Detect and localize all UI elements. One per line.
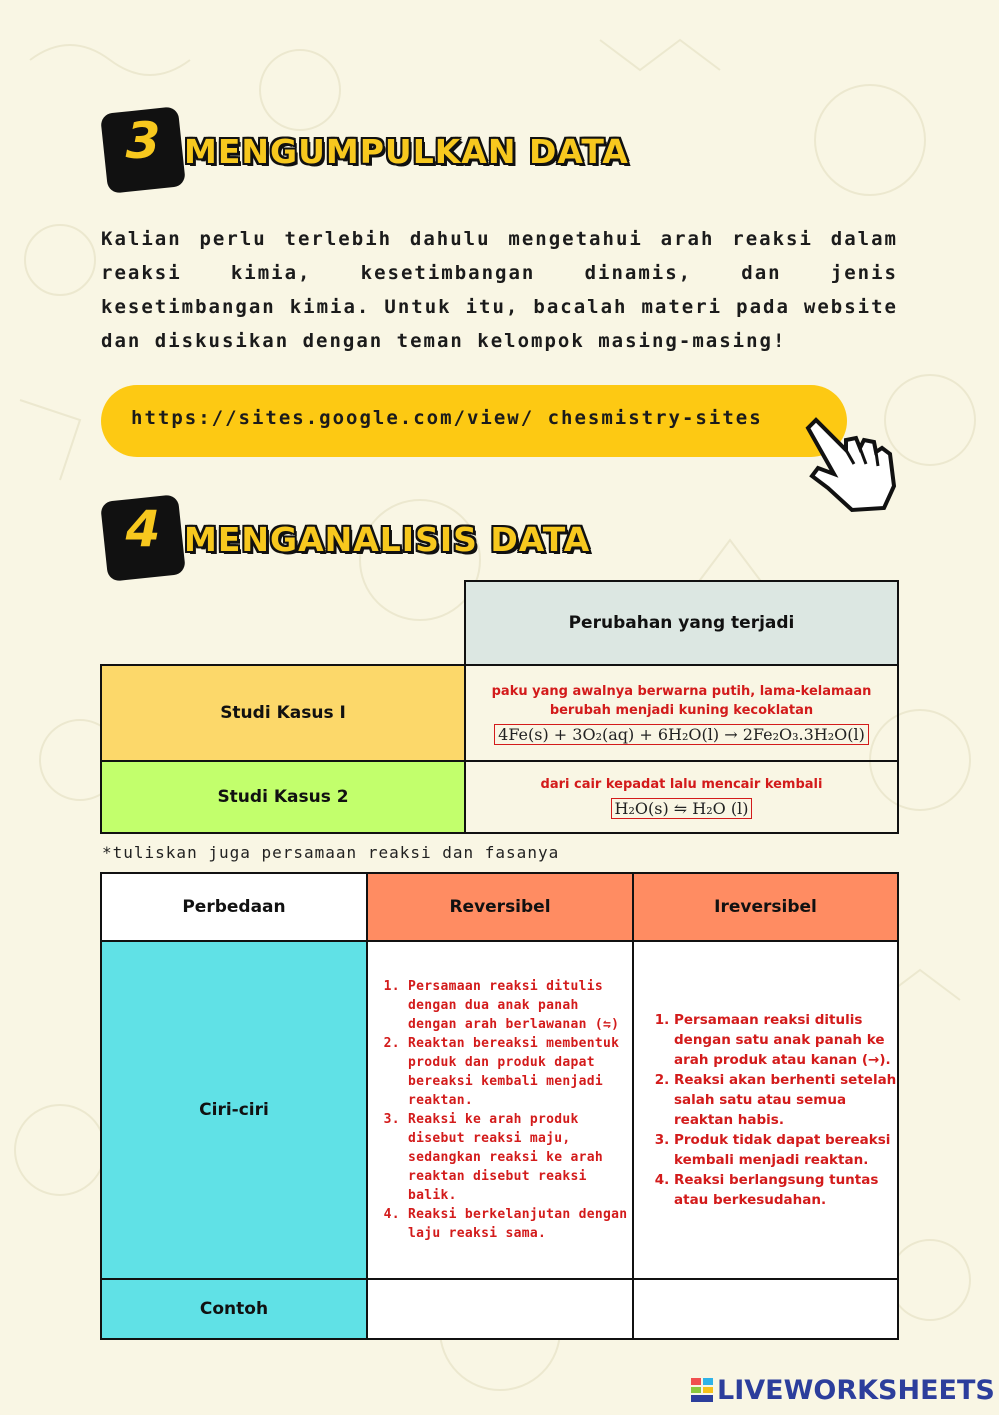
list-item: 3. Produk tidak dapat bereaksi kembali menjadi reaktan. xyxy=(674,1130,897,1170)
ireversibel-list xyxy=(634,1010,897,1210)
table-row xyxy=(101,1279,898,1339)
section-3-header xyxy=(104,110,804,200)
table-header-row xyxy=(101,873,898,941)
changes-header: Perubahan yang terjadi xyxy=(465,581,898,665)
case-1-note-line2: berubah menjadi kuning kecoklatan xyxy=(549,702,814,718)
list-item: 4. Reaksi berlangsung tuntas atau berkesudahan. xyxy=(674,1170,897,1210)
contoh-ireversibel-input[interactable] xyxy=(633,1279,898,1339)
case-1-note-line1: paku yang awalnya berwarna putih, lama-kelamaan xyxy=(491,683,872,699)
url-link-pill[interactable] xyxy=(101,385,847,457)
section-3-title: MENGUMPULKAN DATA xyxy=(184,132,629,171)
section-4-title: MENGANALISIS DATA xyxy=(184,520,591,559)
contoh-reversibel-input[interactable] xyxy=(367,1279,633,1339)
pointing-hand-icon xyxy=(798,410,898,516)
case-1-label: Studi Kasus I xyxy=(101,665,465,761)
header-reversibel: Reversibel xyxy=(367,873,633,941)
reversibel-answer[interactable] xyxy=(367,941,633,1279)
table-row xyxy=(101,665,898,761)
row-label-ciri-ciri: Ciri-ciri xyxy=(101,941,367,1279)
section-3-number: 3 xyxy=(125,112,161,170)
case-2-label: Studi Kasus 2 xyxy=(101,761,465,833)
row-label-contoh: Contoh xyxy=(101,1279,367,1339)
section-4-number: 4 xyxy=(125,500,161,558)
section-4-header xyxy=(104,498,804,588)
footnote: *tuliskan juga persamaan reaksi dan fasanya xyxy=(102,843,560,862)
header-perbedaan: Perbedaan xyxy=(101,873,367,941)
table-row xyxy=(101,941,898,1279)
list-item: 1. Persamaan reaksi ditulis dengan dua anak panah dengan arah berlawanan (⇋) xyxy=(408,977,632,1034)
table-row xyxy=(101,761,898,833)
liveworksheets-logo-icon xyxy=(691,1378,713,1402)
list-item: 4. Reaksi berkelanjutan dengan laju reaksi sama. xyxy=(408,1205,632,1243)
case-study-table xyxy=(100,580,899,834)
comparison-table xyxy=(100,872,899,1340)
list-item: 1. Persamaan reaksi ditulis dengan satu anak panah ke arah produk atau kanan (→). xyxy=(674,1010,897,1070)
liveworksheets-logo-text: LIVEWORKSHEETS xyxy=(717,1375,995,1406)
url-link[interactable]: https://sites.google.com/view/ chesmistry-sites xyxy=(131,407,763,429)
ireversibel-answer[interactable] xyxy=(633,941,898,1279)
list-item: 2. Reaktan bereaksi membentuk produk dan produk dapat bereaksi kembali menjadi reaktan. xyxy=(408,1034,632,1110)
header-ireversibel: Ireversibel xyxy=(633,873,898,941)
list-item: 2. Reaksi akan berhenti setelah salah satu atau semua reaktan habis. xyxy=(674,1070,897,1130)
reversibel-list xyxy=(368,977,632,1243)
list-item: 3. Reaksi ke arah produk disebut reaksi maju, sedangkan reaksi ke arah reaktan disebut reaksi balik. xyxy=(408,1110,632,1205)
case-1-answer[interactable] xyxy=(465,665,898,761)
case-2-answer[interactable] xyxy=(465,761,898,833)
case-2-note-line1: dari cair kepadat lalu mencair kembali xyxy=(540,777,823,792)
case-1-equation: 4Fe(s) + 3O₂(aq) + 6H₂O(l) → 2Fe₂O₃.3H₂O(l) xyxy=(494,724,869,745)
table-corner-cell xyxy=(101,581,465,665)
instruction-paragraph: Kalian perlu terlebih dahulu mengetahui arah reaksi dalam reaksi kimia, kesetimbangan dinamis, dan jenis kesetimbangan kimia. Untuk itu, bacalah materi pada website dan diskusikan dengan teman kelompok masing-masing! xyxy=(101,228,898,352)
case-2-equation: H₂O(s) ⇋ H₂O (l) xyxy=(611,798,753,819)
